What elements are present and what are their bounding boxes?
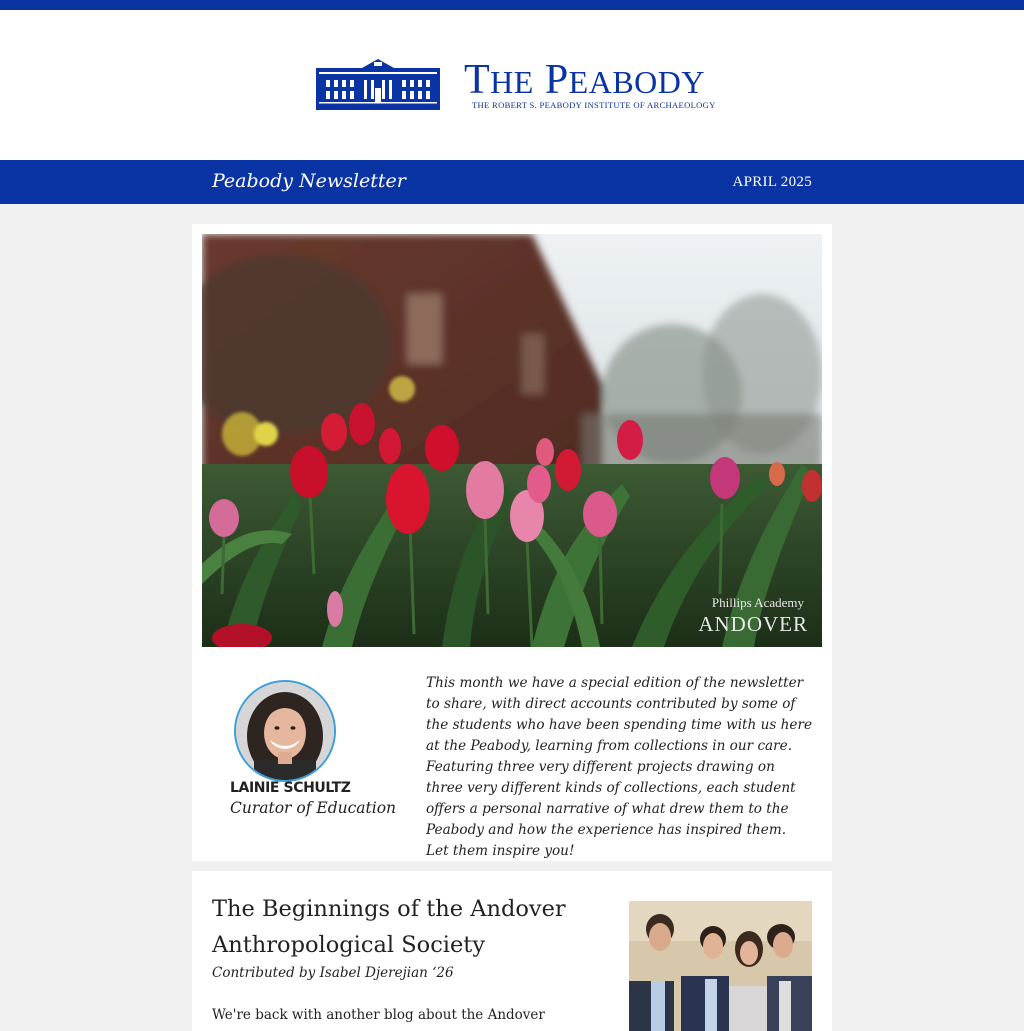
logo-wordmark: THE PEABODY [464, 57, 705, 103]
students-photo [629, 901, 812, 1031]
hero-image[interactable] [202, 234, 822, 647]
peabody-logo[interactable] [316, 58, 726, 120]
header [0, 10, 1024, 160]
avatar [234, 680, 336, 782]
intro-text: This month we have a special edition of the newsletter to share, with direct accounts contributed by some of the students who have been spending time with us here at the Peabody, learning from collections in our care. Featuring three very different projects drawing on three very different kinds of collections, each student offers a personal narrative of what drew them to the Peabody and how the experience has inspired them. Let them inspire you! [426, 675, 812, 859]
author-role: Curator of Education [230, 799, 397, 817]
intro-card [192, 224, 832, 861]
article-photo[interactable] [629, 901, 812, 1031]
top-accent-stripe [0, 0, 1024, 10]
building-icon [316, 58, 440, 110]
newsletter-bar [0, 160, 1024, 204]
article-credit: Contributed by Isabel Djerejian ‘26 [212, 965, 454, 981]
tulips-photo [202, 234, 822, 647]
portrait-photo [236, 682, 334, 780]
newsletter-title: Peabody Newsletter [212, 170, 406, 192]
article-card [192, 871, 832, 1031]
logo-subtitle: THE ROBERT S. PEABODY INSTITUTE OF ARCHAEOLOGY [472, 100, 716, 110]
article-body: We're back with another blog about the Andover [212, 1007, 545, 1023]
hero-watermark-top: Phillips Academy [711, 595, 804, 610]
author-name: LAINIE SCHULTZ [230, 780, 351, 796]
article-title[interactable]: The Beginnings of the Andover Anthropological Society [212, 896, 566, 958]
hero-watermark-bottom: ANDOVER [698, 612, 808, 636]
newsletter-date: APRIL 2025 [732, 174, 812, 190]
